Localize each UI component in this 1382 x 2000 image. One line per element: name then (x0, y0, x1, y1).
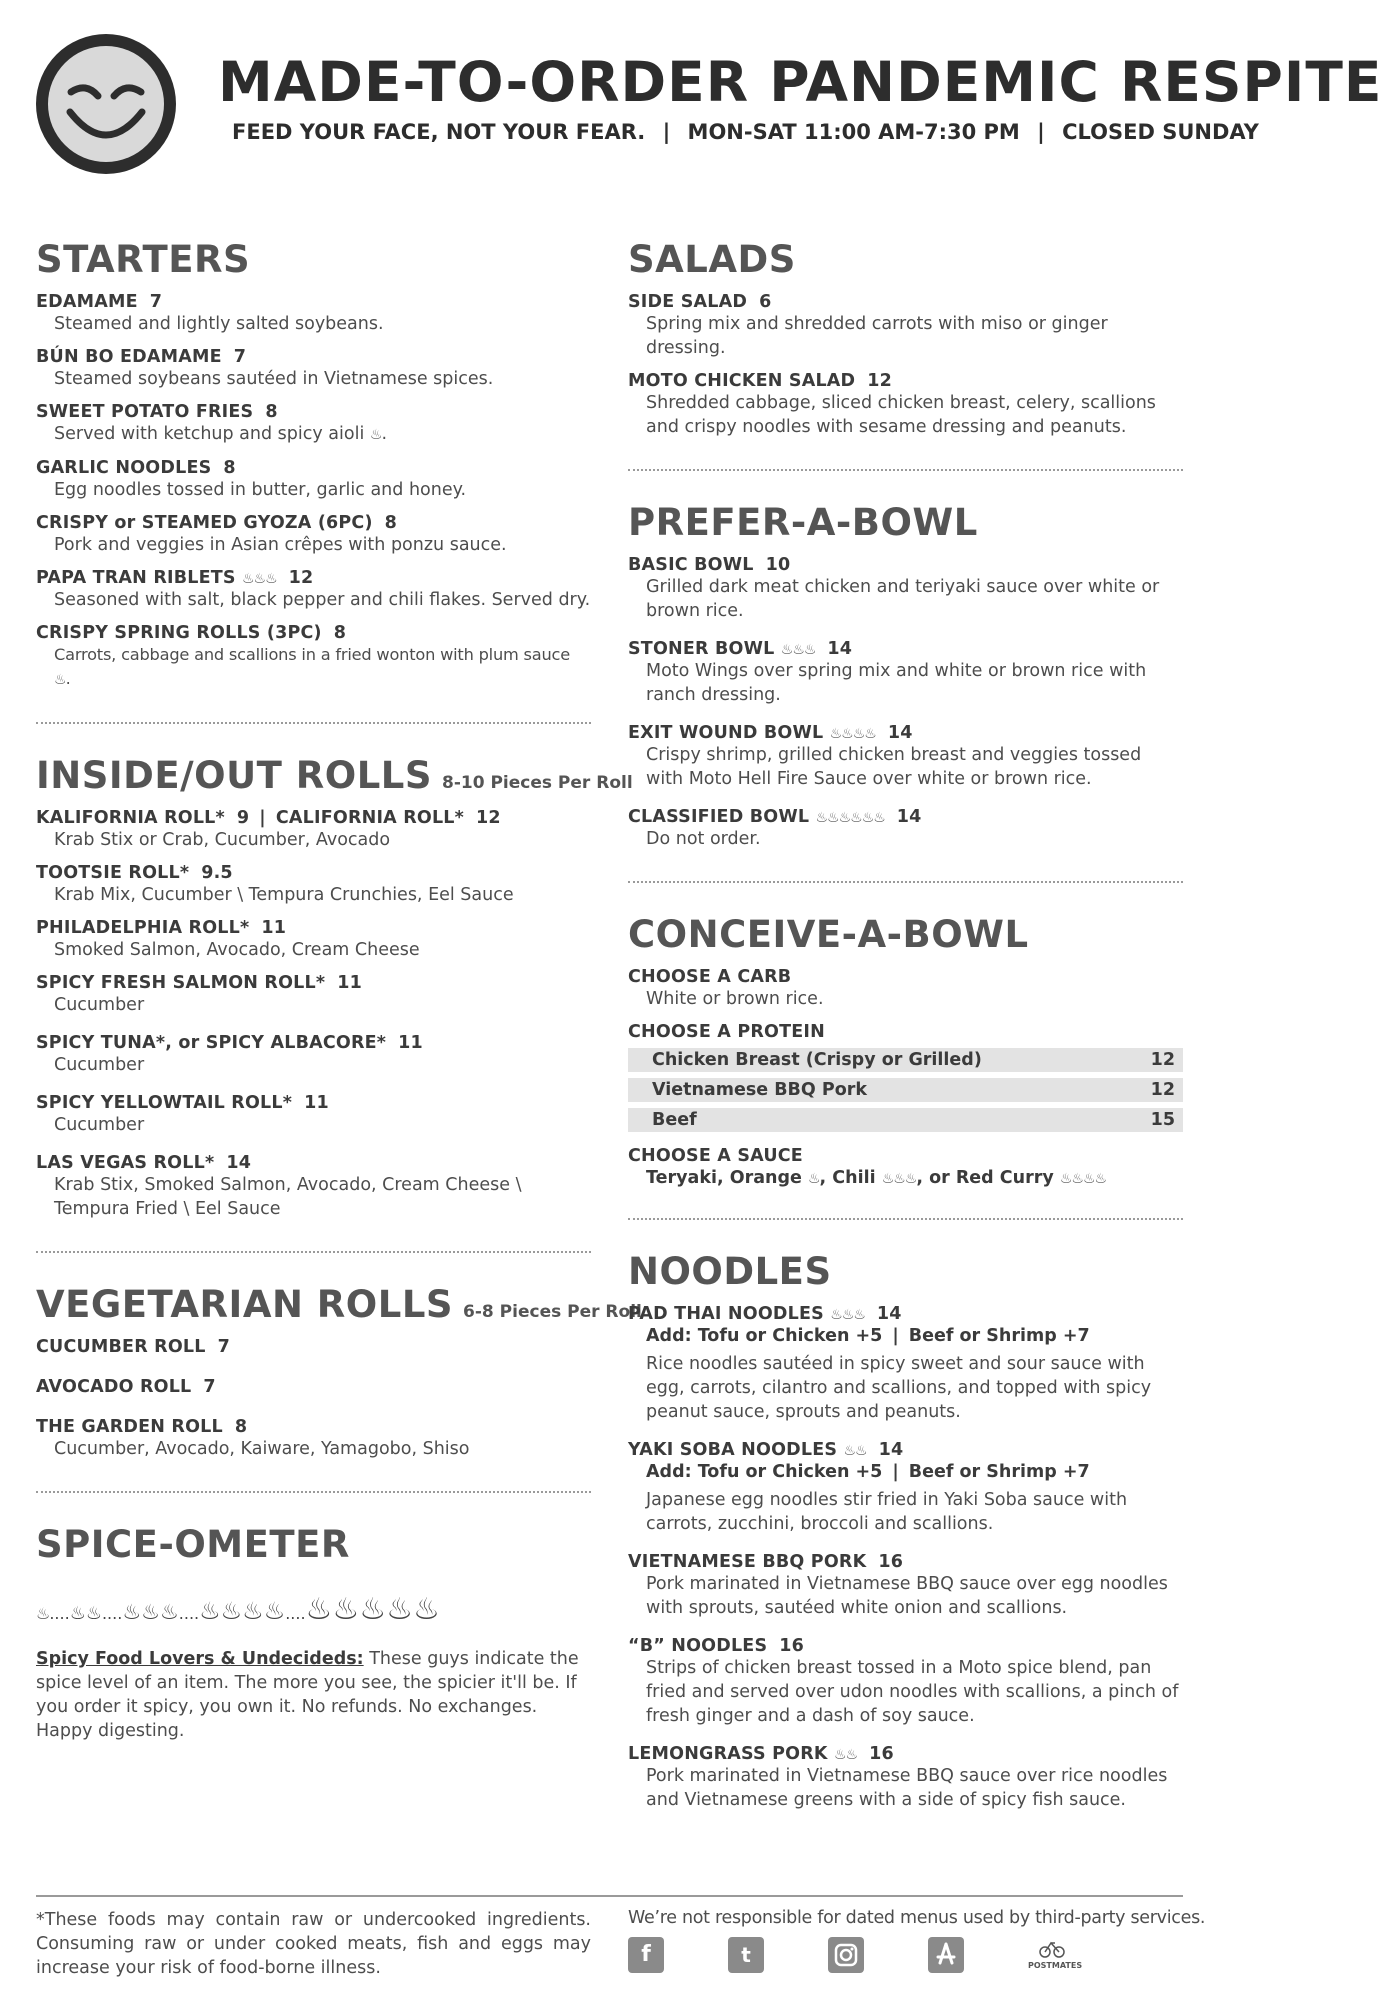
item-name: AVOCADO ROLL (36, 1377, 192, 1397)
item-name: SPICY TUNA*, or SPICY ALBACORE* (36, 1033, 387, 1053)
third-party-note: We’re not responsible for dated menus used by third-party services. (628, 1908, 1206, 1928)
menu-item (628, 723, 1183, 791)
item-name: PHILADELPHIA ROLL* (36, 918, 250, 938)
right-column (628, 238, 1183, 1812)
item-price: 7 (233, 347, 247, 367)
sauce-label: CHOOSE A SAUCE (628, 1146, 803, 1166)
menu-item (36, 292, 591, 336)
chili-icon: ♨♨♨ (830, 1307, 865, 1323)
item-desc: Rice noodles sautéed in spicy sweet and sour sauce with egg, carrots, cilantro and scallions, and topped with spicy peanut sauce, sprouts and peanuts. (646, 1354, 1152, 1422)
spice-body: These guys indicate the spice level of an item. The more you see, the spicier it'll be. If you order it spicy, you own it. No refunds. No exchanges. Happy digesting. (36, 1649, 579, 1741)
chili-icon: ♨ (807, 1171, 820, 1187)
item-name: BASIC BOWL (628, 555, 754, 575)
item-desc: Japanese egg noodles stir fried in Yaki Soba sauce with carrots, zucchini, broccoli and scallions. (646, 1490, 1128, 1534)
item-name: SPICY FRESH SALMON ROLL* (36, 973, 326, 993)
menu-item (628, 1440, 1183, 1536)
twitter-icon[interactable]: t (728, 1937, 764, 1973)
menu-item (628, 292, 1183, 360)
spice-scale: ♨....♨♨....♨♨♨....♨♨♨♨....♨♨♨♨♨ (36, 1592, 441, 1627)
item-name: MOTO CHICKEN SALAD (628, 371, 856, 391)
item-price: 16 (779, 1636, 805, 1656)
item-name: YAKI SOBA NOODLES (628, 1440, 838, 1460)
item-name: VIETNAMESE BBQ PORK (628, 1552, 867, 1572)
item-name: GARLIC NOODLES (36, 458, 212, 478)
protein-name: Chicken Breast (Crispy or Grilled) (652, 1050, 982, 1070)
item-desc: Cucumber, Avocado, Kaiware, Yamagobo, Shiso (54, 1439, 470, 1459)
divider (628, 469, 1183, 471)
item-desc: Steamed soybeans sautéed in Vietnamese spices. (54, 369, 494, 389)
menu-item (628, 371, 1183, 439)
yelp-icon[interactable] (928, 1937, 964, 1973)
item-desc: Grilled dark meat chicken and teriyaki sauce over white or brown rice. (646, 577, 1160, 621)
menu-item (628, 1636, 1183, 1728)
protein-price: 15 (1150, 1110, 1175, 1130)
footer-divider (36, 1895, 1183, 1897)
spice-description (36, 1647, 591, 1743)
item-desc: Krab Stix, Smoked Salmon, Avocado, Cream Cheese \ Tempura Fried \ Eel Sauce (54, 1175, 522, 1219)
item-price: 14 (827, 639, 853, 659)
item-price: 16 (878, 1552, 904, 1572)
item-name: CRISPY or STEAMED GYOZA (6PC) (36, 513, 373, 533)
item-price: 10 (765, 555, 791, 575)
tagline-motto: FEED YOUR FACE, NOT YOUR FEAR. (232, 120, 646, 144)
item-desc: Strips of chicken breast tossed in a Moto spice blend, pan fried and served over udon noodles with scallions, a pinch of fresh ginger and a dash of soy sauce. (646, 1658, 1179, 1726)
conceive-heading: CONCEIVE-A-BOWL (628, 913, 1029, 956)
divider (36, 1251, 591, 1253)
item-name: PAPA TRAN RIBLETS (36, 568, 236, 588)
protein-name: Vietnamese BBQ Pork (652, 1080, 867, 1100)
chili-icon: ♨♨ (843, 1443, 867, 1459)
item-name: LAS VEGAS ROLL* (36, 1153, 215, 1173)
pieces-note: 8-10 Pieces Per Roll (442, 773, 633, 793)
chili-icon: ♨ (36, 1604, 50, 1623)
instagram-icon[interactable] (828, 1937, 864, 1973)
item-price: 8 (223, 458, 236, 478)
item-name: KALIFORNIA ROLL* (36, 808, 225, 828)
disclaimer: *These foods may contain raw or undercooked ingredients. Consuming raw or under cooked meats, fish and eggs may increase your risk of food-borne illness. (36, 1910, 591, 1978)
item-name: STONER BOWL (628, 639, 775, 659)
noodles-heading: NOODLES (628, 1250, 832, 1293)
chili-icon: ♨♨♨♨♨♨ (815, 810, 885, 826)
item-price: 6 (759, 292, 772, 312)
smiley-face-icon (36, 34, 176, 174)
tagline-closed: CLOSED SUNDAY (1062, 120, 1259, 144)
menu-item (36, 1377, 591, 1397)
carb-label: CHOOSE A CARB (628, 967, 792, 987)
item-price: 8 (333, 623, 347, 643)
item-desc: Cucumber (54, 995, 145, 1015)
menu-item (628, 639, 1183, 707)
postmates-label: POSTMATES (1028, 1961, 1083, 1970)
item-name: TOOTSIE ROLL* (36, 863, 190, 883)
chili-icon: ♨♨♨ (881, 1171, 917, 1187)
item-price: 7 (149, 292, 163, 312)
item-desc: Pork marinated in Vietnamese BBQ sauce over rice noodles and Vietnamese greens with a side of spicy fish sauce. (646, 1766, 1168, 1810)
menu-item (36, 347, 591, 391)
item-price: 7 (217, 1337, 231, 1357)
carb-desc: White or brown rice. (646, 989, 824, 1009)
item-desc: Cucumber (54, 1055, 145, 1075)
item-name: EDAMAME (36, 292, 138, 312)
sauce-options: Teryaki, Orange ♨, Chili ♨♨♨, or Red Curry ♨♨♨♨ (646, 1168, 1107, 1188)
item-desc: Shredded cabbage, sliced chicken breast, celery, scallions and crispy noodles with sesame dressing and peanuts. (646, 393, 1156, 437)
item-name: EXIT WOUND BOWL (628, 723, 824, 743)
item-price: 8 (384, 513, 398, 533)
protein-label: CHOOSE A PROTEIN (628, 1022, 825, 1042)
menu-item (36, 973, 591, 1017)
chili-icon: ♨♨ (69, 1603, 102, 1624)
item-desc-text: Served with ketchup and spicy aioli (54, 424, 365, 444)
divider (36, 722, 591, 724)
item-price: 8 (265, 402, 278, 422)
inside-out-heading: INSIDE/OUT ROLLS 8-10 Pieces Per Roll (36, 754, 633, 797)
protein-name: Beef (652, 1110, 697, 1130)
menu-item (628, 1552, 1183, 1620)
item-price: 12 (476, 808, 501, 828)
menu-item (36, 1337, 591, 1357)
item-price: 8 (234, 1417, 248, 1437)
addon-line: Add: Tofu or Chicken +5 | Beef or Shrimp +7 (646, 1326, 1090, 1346)
starters-heading: STARTERS (36, 238, 251, 281)
chili-icon: ♨♨♨♨ (199, 1597, 286, 1625)
protein-price: 12 (1150, 1050, 1175, 1070)
item-desc: Steamed and lightly salted soybeans. (54, 314, 384, 334)
page-title: MADE-TO-ORDER PANDEMIC RESPITE (218, 50, 1382, 114)
pieces-note: 6-8 Pieces Per Roll (463, 1302, 642, 1322)
spiceometer-heading: SPICE-OMETER (36, 1523, 350, 1566)
item-price: 11 (337, 973, 362, 993)
item-desc: Carrots, cabbage and scallions in a fried wonton with plum sauce ♨. (54, 645, 570, 688)
item-name: CUCUMBER ROLL (36, 1337, 206, 1357)
divider (36, 1491, 591, 1493)
menu-item (36, 1033, 591, 1077)
item-desc: Seasoned with salt, black pepper and chili flakes. Served dry. (54, 590, 591, 610)
chili-icon: ♨♨♨♨ (829, 726, 876, 742)
item-desc: Moto Wings over spring mix and white or brown rice with ranch dressing. (646, 661, 1147, 705)
postmates-icon[interactable] (1028, 1937, 1083, 1970)
item-name: SPICY YELLOWTAIL ROLL* (36, 1093, 293, 1113)
menu-item (36, 863, 591, 907)
item-price: 16 (869, 1744, 894, 1764)
tagline-hours: MON-SAT 11:00 AM-7:30 PM (687, 120, 1020, 144)
item-desc: Egg noodles tossed in butter, garlic and honey. (54, 480, 467, 500)
item-desc-text: Carrots, cabbage and scallions in a fried wonton with plum sauce (54, 645, 570, 664)
chili-icon: ♨♨♨ (122, 1600, 179, 1624)
item-price: 11 (261, 918, 287, 938)
item-price: 11 (398, 1033, 423, 1053)
salads-heading: SALADS (628, 238, 796, 281)
item-desc: Krab Stix or Crab, Cucumber, Avocado (54, 830, 391, 850)
protein-row (628, 1048, 1183, 1072)
menu-item (36, 513, 591, 557)
item-price: 14 (876, 1304, 902, 1324)
item-name: SIDE SALAD (628, 292, 748, 312)
protein-row (628, 1108, 1183, 1132)
item-price: 14 (896, 807, 922, 827)
protein-price: 12 (1150, 1080, 1175, 1100)
item-desc: Served with ketchup and spicy aioli ♨. (54, 424, 388, 444)
divider (628, 881, 1183, 883)
menu-item (628, 967, 1183, 1011)
menu-item (36, 918, 591, 962)
item-desc: Do not order. (646, 829, 761, 849)
item-name: CRISPY SPRING ROLLS (3PC) (36, 623, 322, 643)
item-desc: Cucumber (54, 1115, 145, 1135)
menu-item (628, 1304, 1183, 1424)
spice-lead: Spicy Food Lovers & Undecideds: (36, 1649, 364, 1669)
item-price: 9.5 (201, 863, 233, 883)
item-name: BÚN BO EDAMAME (36, 347, 222, 367)
menu-item (628, 1744, 1183, 1812)
item-name: CALIFORNIA ROLL* (275, 808, 465, 828)
menu-item (36, 458, 591, 502)
item-price: 9 (236, 808, 250, 828)
facebook-icon[interactable]: f (628, 1937, 664, 1973)
menu-item (36, 1417, 591, 1461)
chili-icon: ♨ (369, 427, 382, 443)
chili-icon: ♨ (54, 672, 66, 688)
chili-icon: ♨♨♨ (241, 571, 277, 587)
item-desc: Spring mix and shredded carrots with miso or ginger dressing. (646, 314, 1108, 358)
chili-icon: ♨♨♨♨ (1059, 1171, 1107, 1187)
item-price: 14 (226, 1153, 252, 1173)
item-desc: Krab Mix, Cucumber \ Tempura Crunchies, Eel Sauce (54, 885, 514, 905)
item-price: 12 (867, 371, 893, 391)
menu-item (628, 1022, 1183, 1132)
menu-item (628, 807, 1183, 851)
item-price: 14 (887, 723, 913, 743)
menu-item (628, 555, 1183, 623)
vegetarian-heading: VEGETARIAN ROLLS 6-8 Pieces Per Roll (36, 1283, 642, 1326)
menu-item (36, 402, 591, 447)
item-name: PAD THAI NOODLES (628, 1304, 824, 1324)
item-price: 14 (878, 1440, 904, 1460)
item-price: 7 (203, 1377, 216, 1397)
item-desc: Crispy shrimp, grilled chicken breast and veggies tossed with Moto Hell Fire Sauce over white or brown rice. (646, 745, 1142, 789)
menu-item: KALIFORNIA ROLL* 9 | CALIFORNIA ROLL* 12 Krab Stix or Crab, Cucumber, Avocado (36, 808, 591, 852)
menu-item (36, 1153, 591, 1221)
item-price: 11 (304, 1093, 329, 1113)
chili-icon: ♨♨♨♨♨ (305, 1592, 441, 1627)
item-name: “B” NOODLES (628, 1636, 768, 1656)
item-name: CLASSIFIED BOWL (628, 807, 810, 827)
item-name: LEMONGRASS PORK (628, 1744, 828, 1764)
left-column (36, 238, 642, 1743)
item-name: SWEET POTATO FRIES (36, 402, 254, 422)
chili-icon: ♨♨♨ (780, 642, 816, 658)
item-price: 12 (288, 568, 314, 588)
tagline: FEED YOUR FACE, NOT YOUR FEAR. | MON-SAT 11:00 AM-7:30 PM | CLOSED SUNDAY (232, 120, 1259, 144)
item-name: THE GARDEN ROLL (36, 1417, 223, 1437)
menu-item (36, 1093, 591, 1137)
menu-item (628, 1146, 1183, 1188)
menu-item (36, 623, 591, 692)
addon-line: Add: Tofu or Chicken +5 | Beef or Shrimp +7 (646, 1462, 1090, 1482)
protein-row (628, 1078, 1183, 1102)
divider (628, 1218, 1183, 1220)
menu-item (36, 568, 591, 612)
item-desc: Pork and veggies in Asian crêpes with ponzu sauce. (54, 535, 507, 555)
chili-icon: ♨♨ (833, 1747, 858, 1763)
item-desc: Pork marinated in Vietnamese BBQ sauce over egg noodles with sprouts, sautéed white onion and scallions. (646, 1574, 1168, 1618)
item-desc: Smoked Salmon, Avocado, Cream Cheese (54, 940, 420, 960)
prefer-heading: PREFER-A-BOWL (628, 501, 978, 544)
